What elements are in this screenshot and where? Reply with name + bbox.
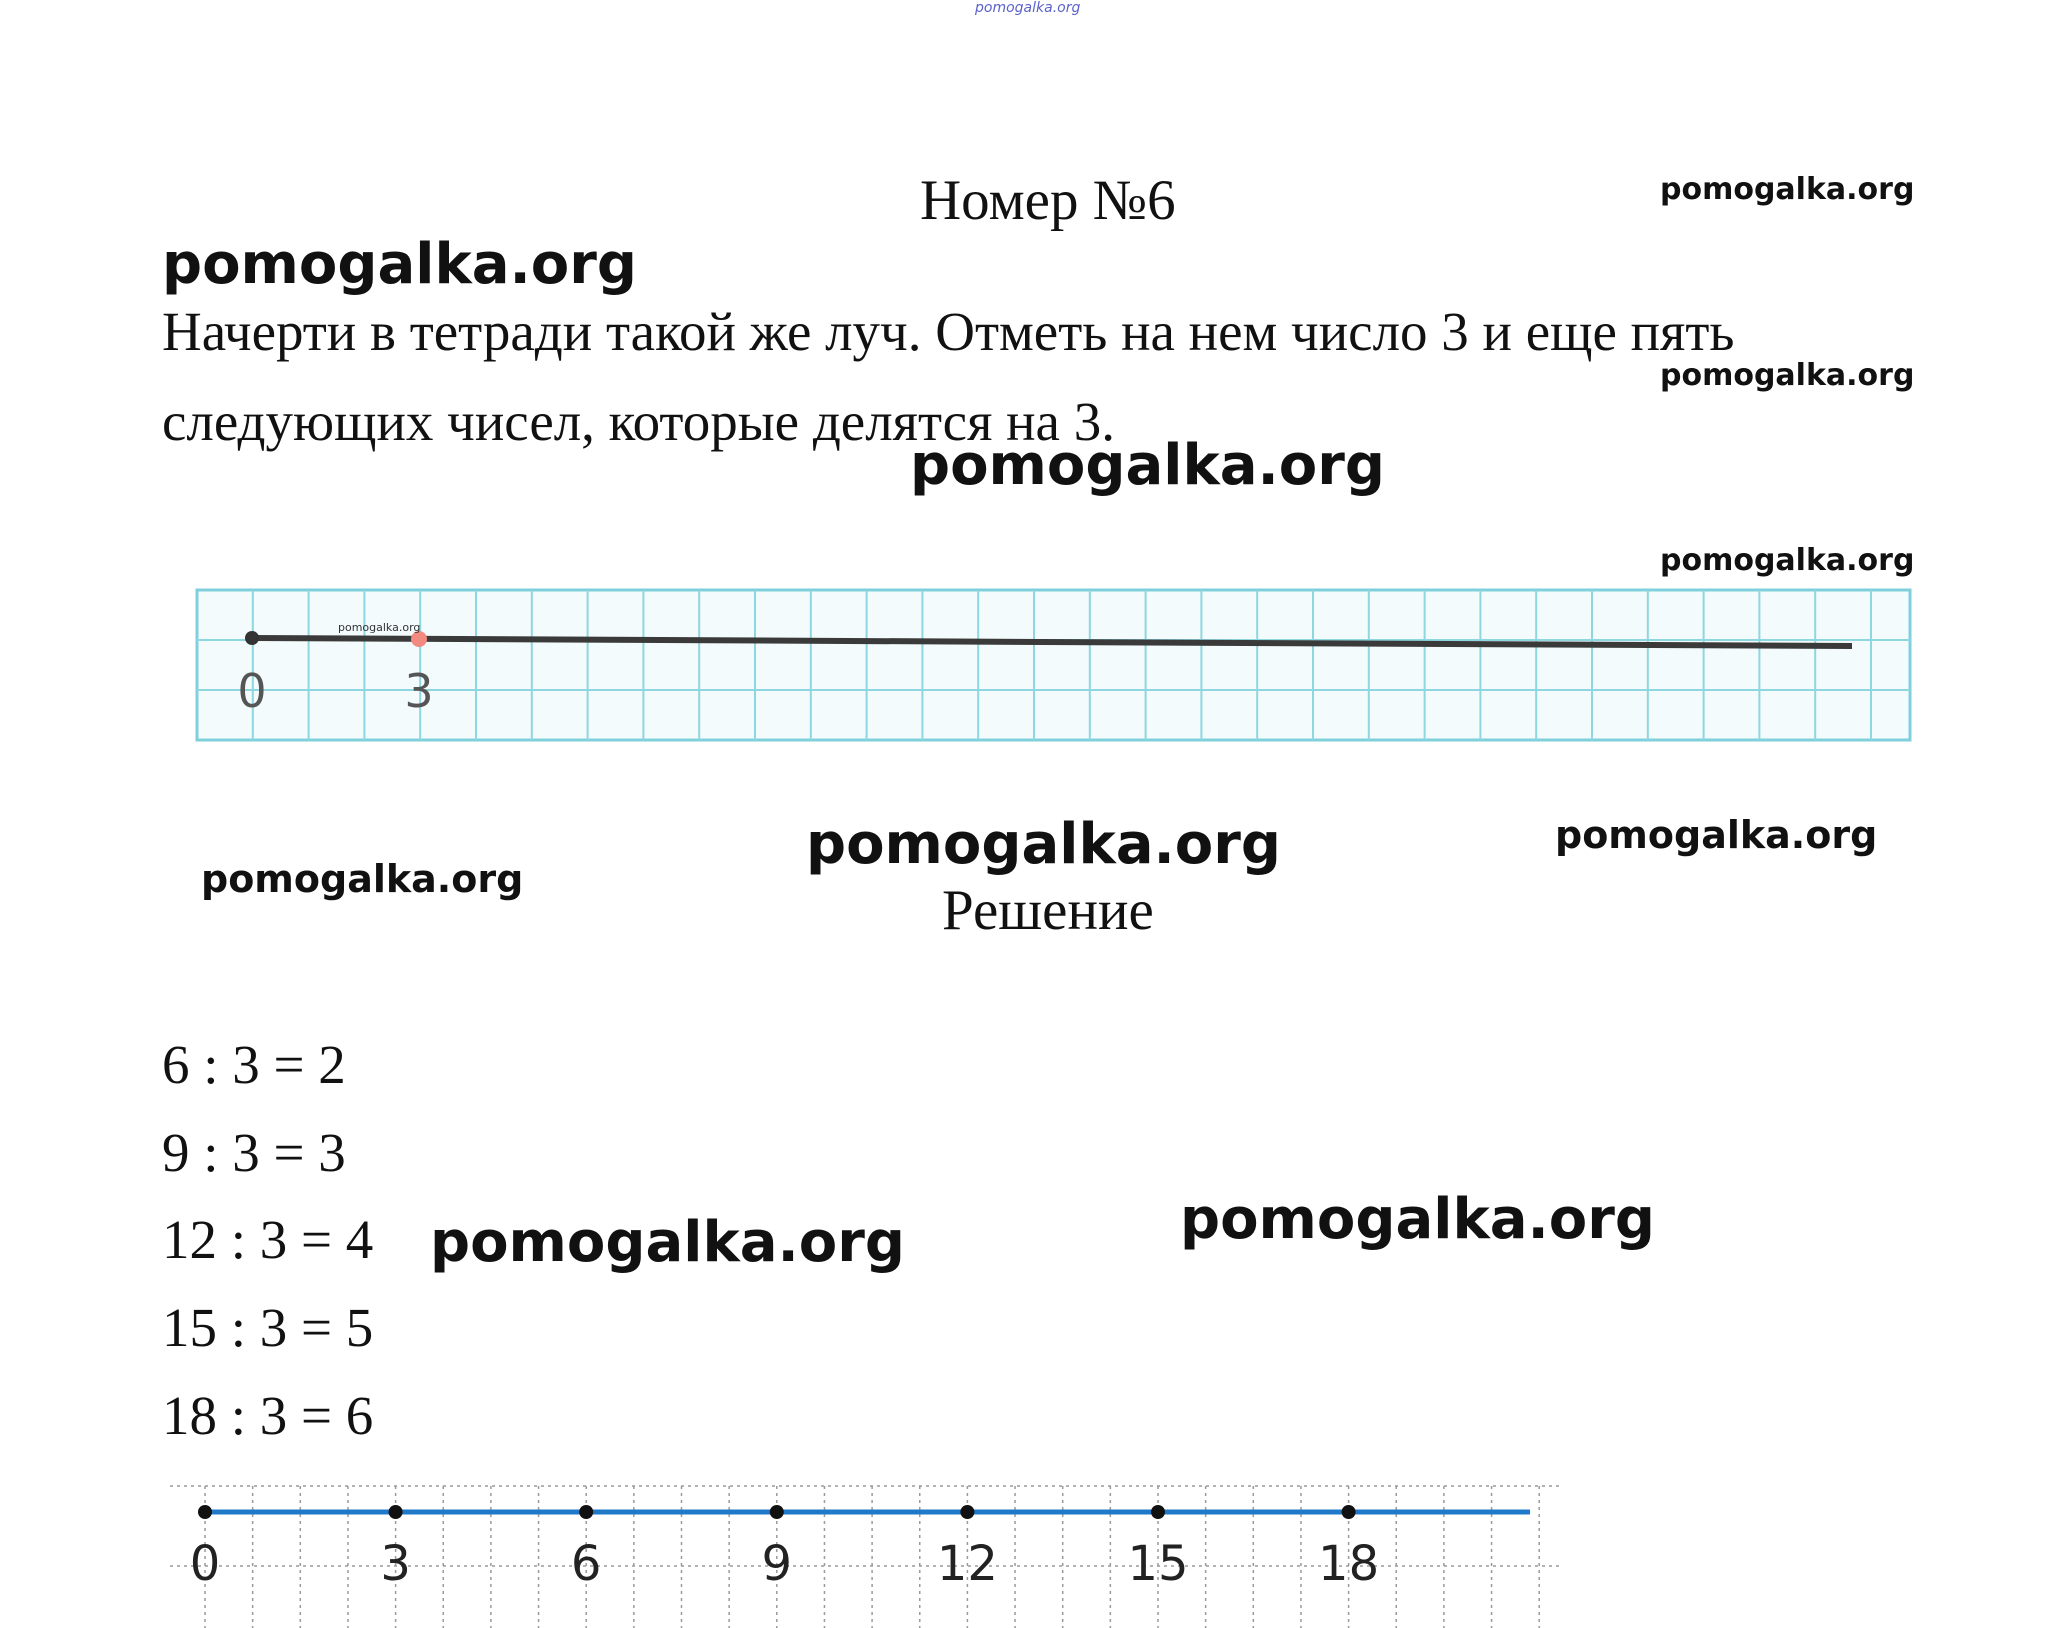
ray-label-0: 0: [189, 1536, 221, 1592]
point-15: [1151, 1505, 1165, 1519]
ray-label-12: 12: [936, 1536, 998, 1592]
watermark: pomogalka.org: [1660, 543, 1915, 578]
watermark-small: pomogalka.org: [338, 621, 421, 634]
point-9: [770, 1505, 784, 1519]
task-line-1: Начерти в тетради такой же луч. Отметь на нем число 3 и еще пять: [162, 301, 1735, 362]
point-0: [245, 631, 259, 645]
point-18: [1342, 1505, 1356, 1519]
watermark: pomogalka.org: [910, 433, 1385, 498]
equation-2: 9 : 3 = 3: [162, 1122, 346, 1183]
solution-ray-figure: [160, 1468, 1560, 1628]
ray-label-3: 3: [404, 664, 434, 718]
equation-5: 18 : 3 = 6: [162, 1385, 374, 1446]
watermark: pomogalka.org: [162, 232, 637, 297]
watermark-top: pomogalka.org: [975, 0, 1081, 16]
task-line-2: следующих чисел, которые делятся на 3.: [162, 391, 1115, 452]
ray-label-0: 0: [237, 664, 267, 718]
watermark: pomogalka.org: [1555, 813, 1878, 857]
point-12: [960, 1505, 974, 1519]
equation-4: 15 : 3 = 5: [162, 1297, 374, 1358]
watermark: pomogalka.org: [1660, 172, 1915, 207]
watermark: pomogalka.org: [1180, 1187, 1655, 1252]
solution-heading: Решение: [942, 879, 1154, 942]
watermark: pomogalka.org: [430, 1210, 905, 1275]
ray-label-6: 6: [570, 1536, 602, 1592]
ray-label-18: 18: [1318, 1536, 1380, 1592]
ray-label-3: 3: [380, 1536, 411, 1592]
ray-label-15: 15: [1127, 1536, 1189, 1592]
point-0: [198, 1505, 212, 1519]
point-3: [389, 1505, 403, 1519]
watermark: pomogalka.org: [806, 812, 1281, 877]
watermark: pomogalka.org: [1660, 358, 1915, 393]
ray-label-9: 9: [761, 1536, 793, 1592]
task-ray-figure: [180, 570, 1920, 770]
watermark: pomogalka.org: [201, 857, 524, 901]
point-6: [579, 1505, 593, 1519]
grid-paper: [197, 590, 1910, 740]
page-title: Номер №6: [920, 169, 1176, 232]
equation-3: 12 : 3 = 4: [162, 1209, 374, 1270]
equation-1: 6 : 3 = 2: [162, 1034, 346, 1095]
